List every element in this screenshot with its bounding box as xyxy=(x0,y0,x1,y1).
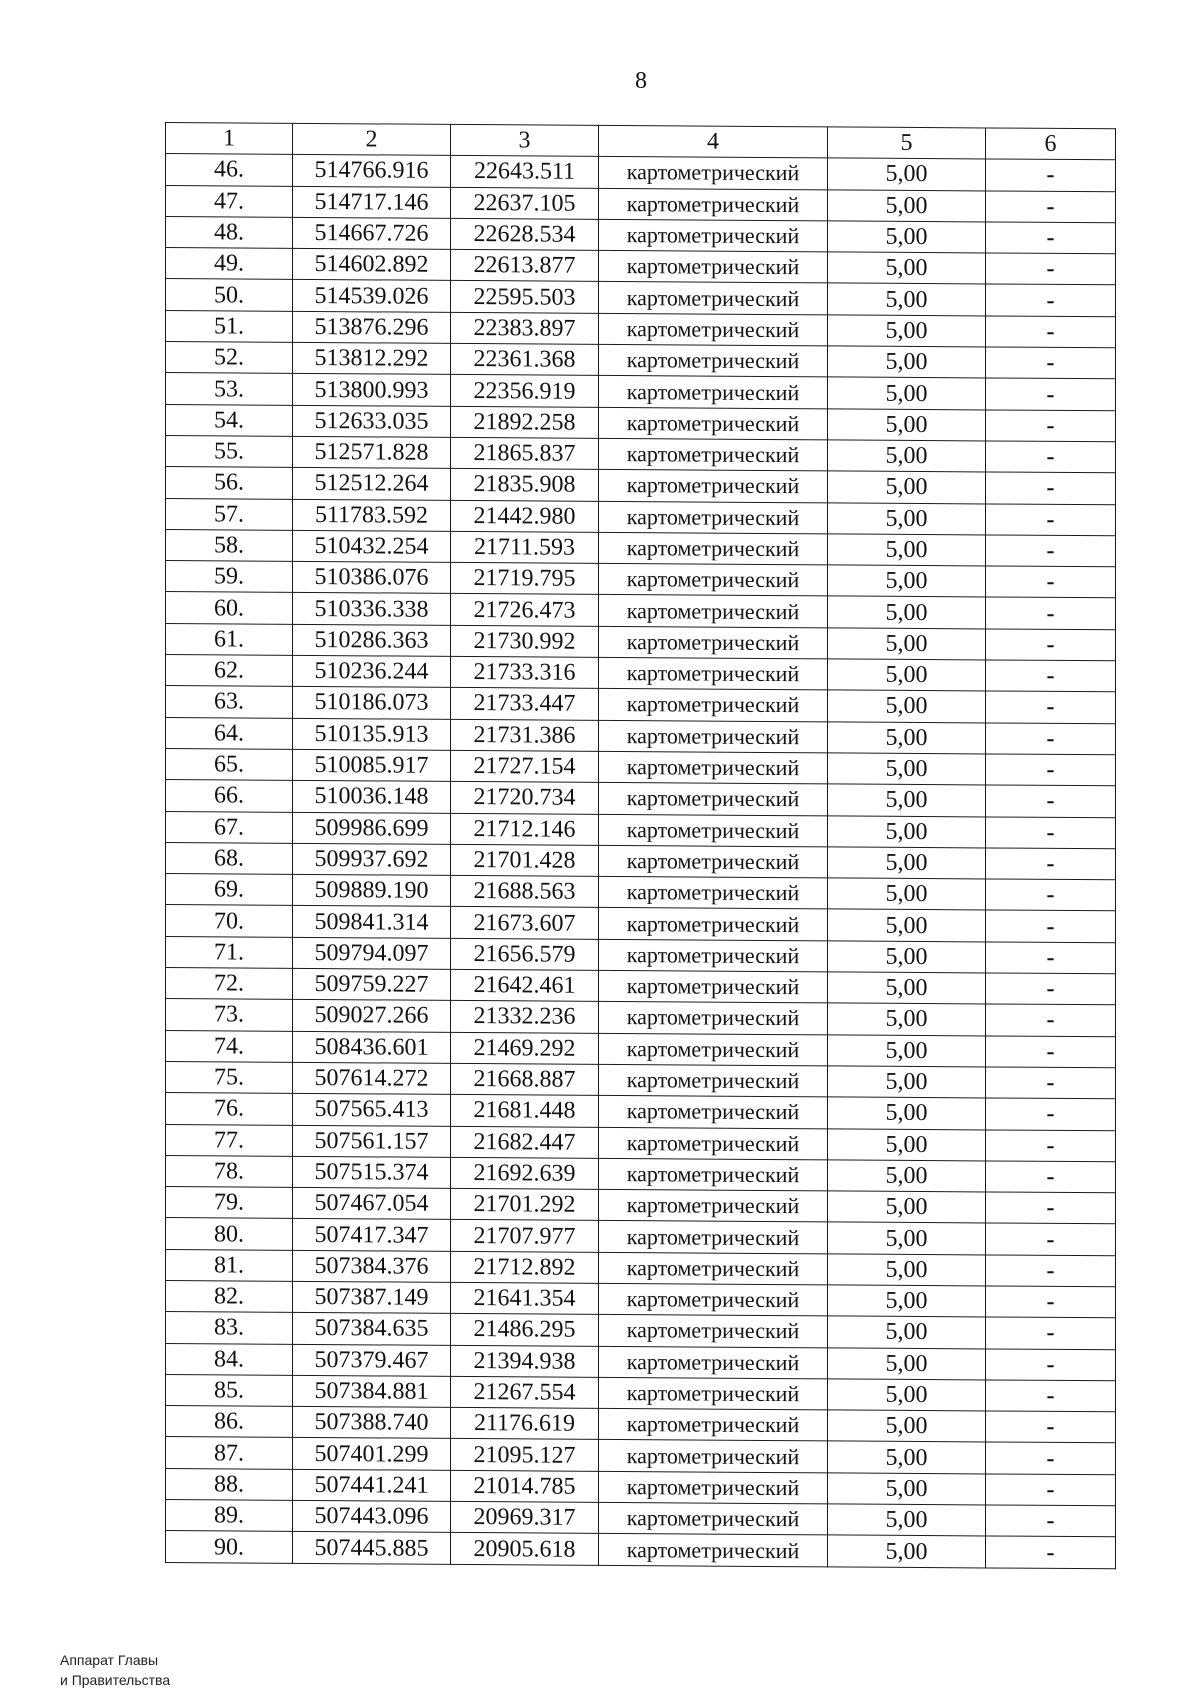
y-coordinate-cell: 21682.447 xyxy=(451,1126,599,1158)
x-coordinate-cell: 513812.292 xyxy=(293,342,451,374)
y-coordinate-cell: 21394.938 xyxy=(451,1345,599,1377)
note-cell: - xyxy=(986,879,1116,911)
point-number-cell: 49. xyxy=(166,248,293,280)
note-cell: - xyxy=(986,723,1116,755)
accuracy-cell: 5,00 xyxy=(828,1222,986,1254)
note-cell: - xyxy=(986,848,1116,880)
page-number: 8 xyxy=(635,68,647,94)
point-number-cell: 61. xyxy=(166,623,293,655)
y-coordinate-cell: 21892.258 xyxy=(451,406,599,438)
point-number-cell: 59. xyxy=(166,561,293,593)
point-number-cell: 65. xyxy=(166,748,293,780)
note-cell: - xyxy=(986,504,1116,536)
note-cell: - xyxy=(986,441,1116,473)
note-cell: - xyxy=(986,1036,1116,1068)
note-cell: - xyxy=(986,942,1116,974)
note-cell: - xyxy=(986,535,1116,567)
note-cell: - xyxy=(986,1004,1116,1036)
x-coordinate-cell: 508436.601 xyxy=(293,1031,451,1063)
x-coordinate-cell: 507384.881 xyxy=(293,1375,451,1407)
x-coordinate-cell: 509759.227 xyxy=(293,968,451,1000)
point-number-cell: 72. xyxy=(166,968,293,1000)
y-coordinate-cell: 21692.639 xyxy=(451,1157,599,1189)
accuracy-cell: 5,00 xyxy=(828,1379,986,1411)
accuracy-cell: 5,00 xyxy=(828,690,986,722)
y-coordinate-cell: 21865.837 xyxy=(451,437,599,469)
y-coordinate-cell: 22383.897 xyxy=(451,312,599,344)
accuracy-cell: 5,00 xyxy=(828,815,986,847)
method-cell: картометрический xyxy=(599,313,828,346)
x-coordinate-cell: 509841.314 xyxy=(293,906,451,938)
point-number-cell: 73. xyxy=(166,999,293,1031)
method-cell: картометрический xyxy=(599,1127,828,1160)
method-cell: картометрический xyxy=(599,1315,828,1348)
x-coordinate-cell: 514717.146 xyxy=(293,186,451,218)
method-cell: картометрический xyxy=(599,845,828,878)
point-number-cell: 77. xyxy=(166,1124,293,1156)
accuracy-cell: 5,00 xyxy=(828,1097,986,1129)
method-cell: картометрический xyxy=(599,344,828,377)
x-coordinate-cell: 510432.254 xyxy=(293,530,451,562)
point-number-cell: 60. xyxy=(166,592,293,624)
point-number-cell: 51. xyxy=(166,310,293,342)
method-cell: картометрический xyxy=(599,282,828,315)
note-cell: - xyxy=(986,1411,1116,1443)
coordinates-table xyxy=(165,122,1116,1569)
point-number-cell: 87. xyxy=(166,1437,293,1469)
y-coordinate-cell: 21095.127 xyxy=(451,1439,599,1471)
y-coordinate-cell: 21681.448 xyxy=(451,1095,599,1127)
accuracy-cell: 5,00 xyxy=(828,377,986,409)
y-coordinate-cell: 21712.892 xyxy=(451,1251,599,1283)
accuracy-cell: 5,00 xyxy=(828,565,986,597)
x-coordinate-cell: 513800.993 xyxy=(293,374,451,406)
y-coordinate-cell: 21267.554 xyxy=(451,1376,599,1408)
accuracy-cell: 5,00 xyxy=(828,1066,986,1098)
method-cell: картометрический xyxy=(599,970,828,1003)
point-number-cell: 66. xyxy=(166,780,293,812)
method-cell: картометрический xyxy=(599,751,828,784)
y-coordinate-cell: 21668.887 xyxy=(451,1063,599,1095)
accuracy-cell: 5,00 xyxy=(828,1410,986,1442)
x-coordinate-cell: 510085.917 xyxy=(293,749,451,781)
note-cell: - xyxy=(986,472,1116,504)
x-coordinate-cell: 507445.885 xyxy=(293,1532,451,1564)
x-coordinate-cell: 511783.592 xyxy=(293,499,451,531)
x-coordinate-cell: 509889.190 xyxy=(293,874,451,906)
table-body xyxy=(166,154,1116,1569)
accuracy-cell: 5,00 xyxy=(828,941,986,973)
y-coordinate-cell: 21719.795 xyxy=(451,563,599,595)
x-coordinate-cell: 514602.892 xyxy=(293,249,451,281)
accuracy-cell: 5,00 xyxy=(828,1254,986,1286)
note-cell: - xyxy=(986,347,1116,379)
note-cell: - xyxy=(986,253,1116,285)
x-coordinate-cell: 512633.035 xyxy=(293,405,451,437)
y-coordinate-cell: 21733.316 xyxy=(451,656,599,688)
y-coordinate-cell: 21712.146 xyxy=(451,813,599,845)
method-cell: картометрический xyxy=(599,1440,828,1473)
x-coordinate-cell: 507379.467 xyxy=(293,1344,451,1376)
x-coordinate-cell: 509027.266 xyxy=(293,1000,451,1032)
note-cell: - xyxy=(986,316,1116,348)
accuracy-cell: 5,00 xyxy=(828,784,986,816)
method-cell: картометрический xyxy=(599,251,828,284)
accuracy-cell: 5,00 xyxy=(828,502,986,534)
note-cell: - xyxy=(986,973,1116,1005)
x-coordinate-cell: 509986.699 xyxy=(293,812,451,844)
point-number-cell: 90. xyxy=(166,1531,293,1563)
x-coordinate-cell: 507387.149 xyxy=(293,1281,451,1313)
accuracy-cell: 5,00 xyxy=(828,659,986,691)
x-coordinate-cell: 507401.299 xyxy=(293,1438,451,1470)
accuracy-cell: 5,00 xyxy=(828,628,986,660)
y-coordinate-cell: 21642.461 xyxy=(451,969,599,1001)
accuracy-cell: 5,00 xyxy=(828,471,986,503)
accuracy-cell: 5,00 xyxy=(828,1347,986,1379)
header-col-1: 1 xyxy=(166,123,293,155)
note-cell: - xyxy=(986,691,1116,723)
y-coordinate-cell: 21835.908 xyxy=(451,469,599,501)
point-number-cell: 56. xyxy=(166,467,293,499)
y-coordinate-cell: 21730.992 xyxy=(451,625,599,657)
note-cell: - xyxy=(986,1192,1116,1224)
method-cell: картометрический xyxy=(599,1409,828,1442)
x-coordinate-cell: 509794.097 xyxy=(293,937,451,969)
point-number-cell: 58. xyxy=(166,529,293,561)
y-coordinate-cell: 21711.593 xyxy=(451,531,599,563)
method-cell: картометрический xyxy=(599,376,828,409)
note-cell: - xyxy=(986,1536,1116,1568)
method-cell: картометрический xyxy=(599,877,828,910)
point-number-cell: 82. xyxy=(166,1280,293,1312)
note-cell: - xyxy=(986,159,1116,191)
method-cell: картометрический xyxy=(599,939,828,972)
y-coordinate-cell: 22595.503 xyxy=(451,281,599,313)
method-cell: картометрический xyxy=(599,1033,828,1066)
method-cell: картометрический xyxy=(599,626,828,659)
header-col-6: 6 xyxy=(986,128,1116,160)
organization-stamp xyxy=(60,1650,170,1690)
y-coordinate-cell: 21641.354 xyxy=(451,1282,599,1314)
point-number-cell: 88. xyxy=(166,1468,293,1500)
note-cell: - xyxy=(986,1380,1116,1412)
x-coordinate-cell: 507441.241 xyxy=(293,1469,451,1501)
point-number-cell: 79. xyxy=(166,1187,293,1219)
note-cell: - xyxy=(986,597,1116,629)
note-cell: - xyxy=(986,816,1116,848)
y-coordinate-cell: 21332.236 xyxy=(451,1001,599,1033)
accuracy-cell: 5,00 xyxy=(828,158,986,190)
point-number-cell: 80. xyxy=(166,1218,293,1250)
point-number-cell: 64. xyxy=(166,717,293,749)
note-cell: - xyxy=(986,1067,1116,1099)
y-coordinate-cell: 21486.295 xyxy=(451,1314,599,1346)
accuracy-cell: 5,00 xyxy=(828,189,986,221)
method-cell: картометрический xyxy=(599,1534,828,1567)
x-coordinate-cell: 510336.338 xyxy=(293,593,451,625)
accuracy-cell: 5,00 xyxy=(828,346,986,378)
point-number-cell: 78. xyxy=(166,1155,293,1187)
point-number-cell: 84. xyxy=(166,1343,293,1375)
accuracy-cell: 5,00 xyxy=(828,722,986,754)
y-coordinate-cell: 21701.428 xyxy=(451,844,599,876)
y-coordinate-cell: 22361.368 xyxy=(451,343,599,375)
point-number-cell: 47. xyxy=(166,185,293,217)
note-cell: - xyxy=(986,1505,1116,1537)
x-coordinate-cell: 507384.376 xyxy=(293,1250,451,1282)
method-cell: картометрический xyxy=(599,720,828,753)
point-number-cell: 71. xyxy=(166,936,293,968)
x-coordinate-cell: 507443.096 xyxy=(293,1500,451,1532)
y-coordinate-cell: 21176.619 xyxy=(451,1408,599,1440)
accuracy-cell: 5,00 xyxy=(828,221,986,253)
method-cell: картометрический xyxy=(599,1502,828,1535)
method-cell: картометрический xyxy=(599,407,828,440)
note-cell: - xyxy=(986,1098,1116,1130)
method-cell: картометрический xyxy=(599,689,828,722)
x-coordinate-cell: 510386.076 xyxy=(293,562,451,594)
point-number-cell: 67. xyxy=(166,811,293,843)
y-coordinate-cell: 21720.734 xyxy=(451,782,599,814)
x-coordinate-cell: 510036.148 xyxy=(293,781,451,813)
x-coordinate-cell: 510236.244 xyxy=(293,655,451,687)
point-number-cell: 69. xyxy=(166,874,293,906)
note-cell: - xyxy=(986,1161,1116,1193)
point-number-cell: 83. xyxy=(166,1312,293,1344)
method-cell: картометрический xyxy=(599,157,828,190)
accuracy-cell: 5,00 xyxy=(828,252,986,284)
method-cell: картометрический xyxy=(599,1283,828,1316)
accuracy-cell: 5,00 xyxy=(828,1035,986,1067)
x-coordinate-cell: 507515.374 xyxy=(293,1156,451,1188)
accuracy-cell: 5,00 xyxy=(828,909,986,941)
note-cell: - xyxy=(986,566,1116,598)
note-cell: - xyxy=(986,1129,1116,1161)
stamp-line-2: и Правительства xyxy=(60,1672,171,1688)
accuracy-cell: 5,00 xyxy=(828,1191,986,1223)
y-coordinate-cell: 21726.473 xyxy=(451,594,599,626)
point-number-cell: 52. xyxy=(166,342,293,374)
x-coordinate-cell: 510135.913 xyxy=(293,718,451,750)
y-coordinate-cell: 21701.292 xyxy=(451,1188,599,1220)
point-number-cell: 50. xyxy=(166,279,293,311)
accuracy-cell: 5,00 xyxy=(828,440,986,472)
x-coordinate-cell: 507417.347 xyxy=(293,1219,451,1251)
method-cell: картометрический xyxy=(599,532,828,565)
x-coordinate-cell: 507565.413 xyxy=(293,1094,451,1126)
note-cell: - xyxy=(986,378,1116,410)
y-coordinate-cell: 22356.919 xyxy=(451,375,599,407)
method-cell: картометрический xyxy=(599,1002,828,1035)
point-number-cell: 68. xyxy=(166,842,293,874)
method-cell: картометрический xyxy=(599,1346,828,1379)
note-cell: - xyxy=(986,754,1116,786)
method-cell: картометрический xyxy=(599,438,828,471)
accuracy-cell: 5,00 xyxy=(828,1473,986,1505)
point-number-cell: 76. xyxy=(166,1093,293,1125)
y-coordinate-cell: 20905.618 xyxy=(451,1533,599,1565)
note-cell: - xyxy=(986,1317,1116,1349)
y-coordinate-cell: 21469.292 xyxy=(451,1032,599,1064)
note-cell: - xyxy=(986,1223,1116,1255)
accuracy-cell: 5,00 xyxy=(828,1285,986,1317)
y-coordinate-cell: 21731.386 xyxy=(451,719,599,751)
stamp-line-1: Аппарат Главы xyxy=(60,1652,159,1668)
x-coordinate-cell: 514667.726 xyxy=(293,217,451,249)
header-col-3: 3 xyxy=(451,124,599,156)
x-coordinate-cell: 512571.828 xyxy=(293,436,451,468)
note-cell: - xyxy=(986,785,1116,817)
y-coordinate-cell: 21656.579 xyxy=(451,938,599,970)
method-cell: картометрический xyxy=(599,1377,828,1410)
method-cell: картометрический xyxy=(599,814,828,847)
note-cell: - xyxy=(986,284,1116,316)
method-cell: картометрический xyxy=(599,657,828,690)
y-coordinate-cell: 21673.607 xyxy=(451,907,599,939)
x-coordinate-cell: 509937.692 xyxy=(293,843,451,875)
note-cell: - xyxy=(986,1474,1116,1506)
y-coordinate-cell: 21442.980 xyxy=(451,500,599,532)
accuracy-cell: 5,00 xyxy=(828,1128,986,1160)
accuracy-cell: 5,00 xyxy=(828,409,986,441)
x-coordinate-cell: 512512.264 xyxy=(293,468,451,500)
method-cell: картометрический xyxy=(599,595,828,628)
point-number-cell: 46. xyxy=(166,154,293,186)
point-number-cell: 89. xyxy=(166,1500,293,1532)
method-cell: картометрический xyxy=(599,470,828,503)
method-cell: картометрический xyxy=(599,564,828,597)
accuracy-cell: 5,00 xyxy=(828,847,986,879)
point-number-cell: 85. xyxy=(166,1374,293,1406)
accuracy-cell: 5,00 xyxy=(828,1160,986,1192)
x-coordinate-cell: 507561.157 xyxy=(293,1125,451,1157)
point-number-cell: 62. xyxy=(166,655,293,687)
point-number-cell: 57. xyxy=(166,498,293,530)
y-coordinate-cell: 22628.534 xyxy=(451,218,599,250)
y-coordinate-cell: 22637.105 xyxy=(451,187,599,219)
method-cell: картометрический xyxy=(599,188,828,221)
header-col-5: 5 xyxy=(828,127,986,159)
accuracy-cell: 5,00 xyxy=(828,1441,986,1473)
note-cell: - xyxy=(986,1349,1116,1381)
note-cell: - xyxy=(986,660,1116,692)
accuracy-cell: 5,00 xyxy=(828,753,986,785)
point-number-cell: 53. xyxy=(166,373,293,405)
x-coordinate-cell: 513876.296 xyxy=(293,311,451,343)
accuracy-cell: 5,00 xyxy=(828,315,986,347)
method-cell: картометрический xyxy=(599,1252,828,1285)
method-cell: картометрический xyxy=(599,1096,828,1129)
point-number-cell: 75. xyxy=(166,1061,293,1093)
accuracy-cell: 5,00 xyxy=(828,1504,986,1536)
method-cell: картометрический xyxy=(599,1221,828,1254)
table-row xyxy=(166,1531,1116,1569)
x-coordinate-cell: 507467.054 xyxy=(293,1187,451,1219)
accuracy-cell: 5,00 xyxy=(828,596,986,628)
method-cell: картометрический xyxy=(599,1158,828,1191)
y-coordinate-cell: 21688.563 xyxy=(451,876,599,908)
accuracy-cell: 5,00 xyxy=(828,878,986,910)
point-number-cell: 74. xyxy=(166,1030,293,1062)
y-coordinate-cell: 21707.977 xyxy=(451,1220,599,1252)
note-cell: - xyxy=(986,1286,1116,1318)
point-number-cell: 86. xyxy=(166,1406,293,1438)
point-number-cell: 55. xyxy=(166,435,293,467)
x-coordinate-cell: 514766.916 xyxy=(293,155,451,187)
y-coordinate-cell: 22613.877 xyxy=(451,250,599,282)
method-cell: картометрический xyxy=(599,219,828,252)
y-coordinate-cell: 21733.447 xyxy=(451,688,599,720)
x-coordinate-cell: 507384.635 xyxy=(293,1313,451,1345)
method-cell: картометрический xyxy=(599,1064,828,1097)
point-number-cell: 63. xyxy=(166,686,293,718)
y-coordinate-cell: 20969.317 xyxy=(451,1501,599,1533)
note-cell: - xyxy=(986,629,1116,661)
x-coordinate-cell: 510286.363 xyxy=(293,624,451,656)
point-number-cell: 70. xyxy=(166,905,293,937)
note-cell: - xyxy=(986,1255,1116,1287)
accuracy-cell: 5,00 xyxy=(828,972,986,1004)
note-cell: - xyxy=(986,410,1116,442)
note-cell: - xyxy=(986,191,1116,223)
note-cell: - xyxy=(986,222,1116,254)
method-cell: картометрический xyxy=(599,1471,828,1504)
point-number-cell: 81. xyxy=(166,1249,293,1281)
accuracy-cell: 5,00 xyxy=(828,1535,986,1567)
method-cell: картометрический xyxy=(599,783,828,816)
note-cell: - xyxy=(986,910,1116,942)
x-coordinate-cell: 510186.073 xyxy=(293,687,451,719)
x-coordinate-cell: 507614.272 xyxy=(293,1062,451,1094)
accuracy-cell: 5,00 xyxy=(828,534,986,566)
note-cell: - xyxy=(986,1442,1116,1474)
y-coordinate-cell: 21727.154 xyxy=(451,750,599,782)
header-col-2: 2 xyxy=(293,123,451,155)
accuracy-cell: 5,00 xyxy=(828,1316,986,1348)
accuracy-cell: 5,00 xyxy=(828,283,986,315)
accuracy-cell: 5,00 xyxy=(828,1003,986,1035)
y-coordinate-cell: 21014.785 xyxy=(451,1470,599,1502)
coordinates-table-container xyxy=(165,122,1115,1588)
method-cell: картометрический xyxy=(599,1189,828,1222)
point-number-cell: 48. xyxy=(166,216,293,248)
x-coordinate-cell: 514539.026 xyxy=(293,280,451,312)
x-coordinate-cell: 507388.740 xyxy=(293,1407,451,1439)
method-cell: картометрический xyxy=(599,501,828,534)
point-number-cell: 54. xyxy=(166,404,293,436)
header-col-4: 4 xyxy=(599,125,828,158)
y-coordinate-cell: 22643.511 xyxy=(451,156,599,188)
method-cell: картометрический xyxy=(599,908,828,941)
